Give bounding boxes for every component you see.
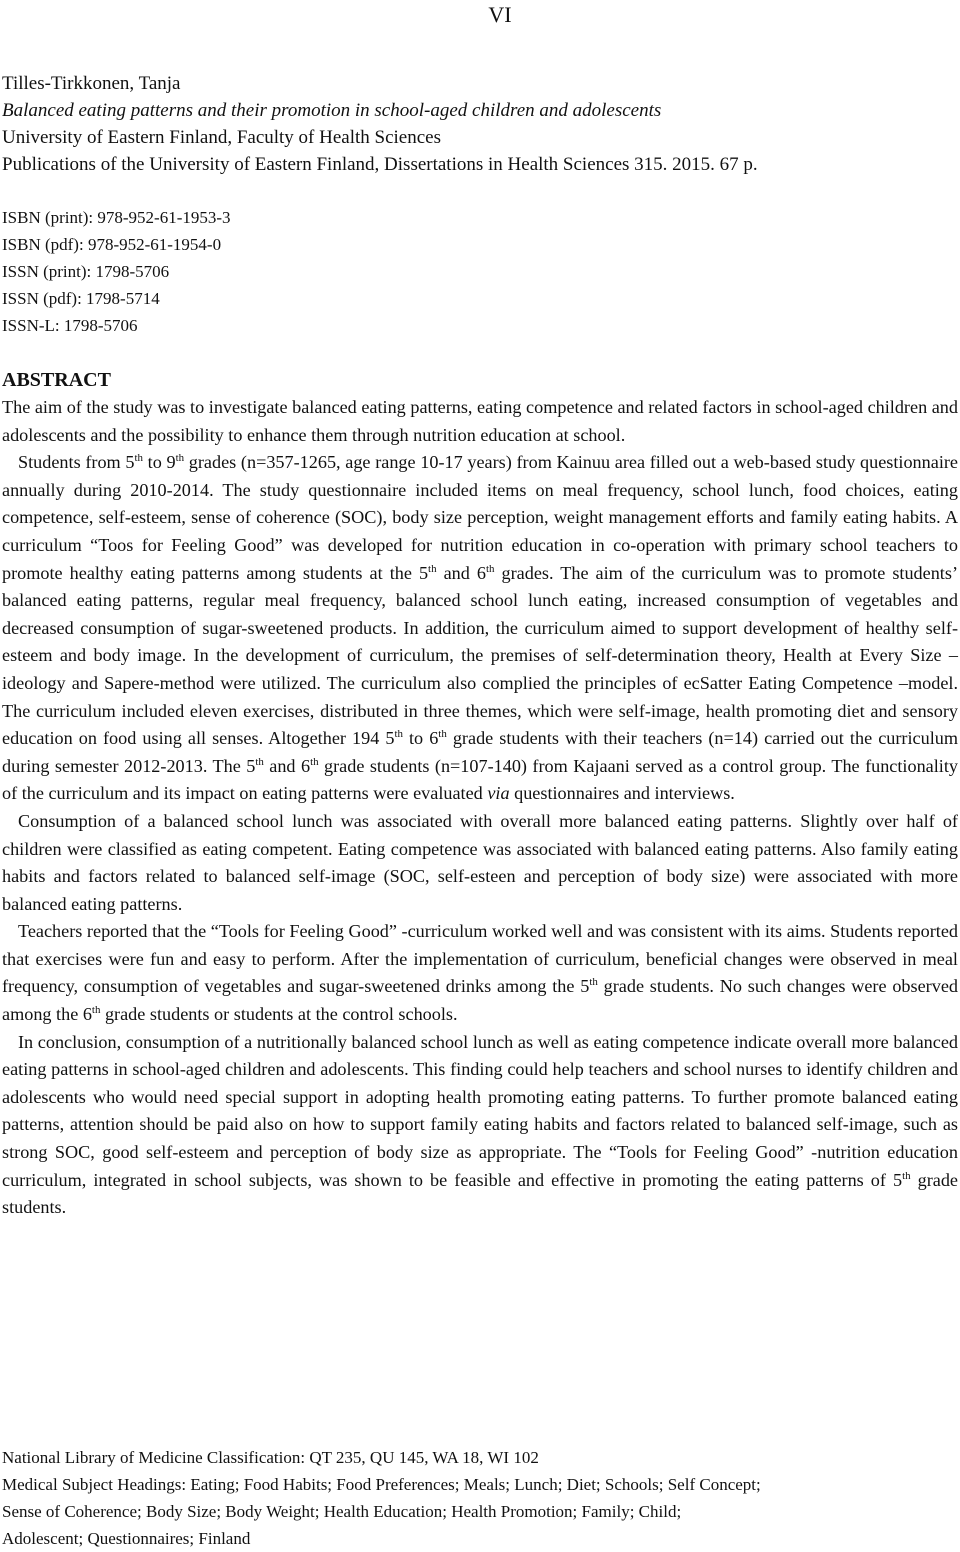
mesh-headings-line-3: Adolescent; Questionnaires; Finland — [2, 1529, 251, 1548]
italic-text: via — [487, 783, 510, 804]
superscript: th — [902, 1169, 911, 1182]
dissertation-title: Balanced eating patterns and their promotion in school-aged children and adolescents — [2, 100, 662, 121]
text-run: to 9 — [142, 452, 176, 473]
institution: University of Eastern Finland, Faculty of Health Sciences — [2, 127, 442, 148]
text-run: grades. The aim of the curriculum was to promote students’ balanced eating patterns, regular meal frequency, balanced school lunch eating, increased consumption of vegetables and decreased consumption of sugar-sweetened products. In addition, the curriculum aimed to support development of healthy self-esteem and body image. In the development of curriculum, the premises of self-determination theory, Health at Every Size –ideology and Sapere-method were utilized. The curriculum also complied the principles of ecSatter Eating Competence –model. The curriculum included eleven exercises, distributed in three themes, which were self-image, health promoting diet and sensory education on food using all senses. Altogether 194 5 — [2, 562, 958, 749]
isbn-print: ISBN (print): 978-952-61-1953-3 — [2, 208, 231, 227]
superscript: th — [394, 728, 403, 741]
text-run: grade students with their teachers (n=14) carried out the curriculum during semester 2012-2013. The 5 — [2, 728, 958, 776]
abstract-section — [2, 366, 958, 1222]
abstract-paragraph-1: The aim of the study was to investigate balanced eating patterns, eating competence and related factors in school-aged children and adolescents and the possibility to enhance them through nutrition education at school. — [2, 397, 958, 445]
text-run: grade students or students at the control schools. — [100, 1004, 458, 1025]
issn-print: ISSN (print): 1798-5706 — [2, 262, 170, 281]
publication-series: Publications of the University of Eastern Finland, Dissertations in Health Sciences 315. 2015. 67 p. — [2, 154, 758, 175]
text-run: grade students. — [2, 1169, 959, 1218]
abstract-paragraph-2 — [2, 449, 958, 808]
superscript: th — [134, 452, 143, 465]
abstract-heading: ABSTRACT — [2, 369, 111, 391]
text-run: to 6 — [402, 728, 439, 749]
text-run: In conclusion, consumption of a nutritionally balanced school lunch as well as eating competence indicate overall more balanced eating patterns in school-aged children and adolescents. This finding could help teachers and school nurses to identify children and adolescents who would need special support in adopting health promoting eating patterns. To further promote balanced eating patterns, attention should be paid also on how to support family eating habits and factors related to balanced self-image, such as strong SOC, good self-esteem and perception of body size as appropriate. The “Tools for Feeling Good” -nutrition education curriculum, integrated in school subjects, was shown to be feasible and effective in promoting the eating patterns of 5 — [2, 1031, 958, 1190]
text-run: questionnaires and interviews. — [509, 783, 735, 804]
text-run: grade students (n=107-140) from Kajaani served as a control group. The functionality of the curriculum and its impact on eating patterns were evaluated — [2, 755, 959, 804]
superscript: th — [485, 562, 495, 575]
bibliographic-header — [2, 70, 958, 178]
text-run: Teachers reported that the “Tools for Feeling Good” -curriculum worked well and was consistent with its aims. Students reported that exercises were fun and easy to perform. After the implementation of curriculum, beneficial changes were observed in meal frequency, consumption of vegetables and sugar-sweetened drinks among the 5 — [2, 921, 958, 997]
superscript: th — [310, 755, 319, 768]
page-number-text: VI — [488, 2, 512, 27]
superscript: th — [428, 562, 437, 575]
superscript: th — [255, 755, 264, 768]
text-run: Students from 5 — [18, 452, 135, 473]
mesh-headings-line-1: Medical Subject Headings: Eating; Food Habits; Food Preferences; Meals; Lunch; Diet; Schools; Self Concept; — [2, 1475, 761, 1494]
abstract-paragraph-3: Consumption of a balanced school lunch was associated with overall more balanced eating patterns. Slightly over half of children were classified as eating competent. Eating competence was associated with balanced eating patterns. Also family eating habits and factors related to balanced self-image (SOC, self-esteen and perception of body size) were associated with more balanced eating patterns. — [2, 810, 958, 914]
nlm-classification: National Library of Medicine Classification: QT 235, QU 145, WA 18, WI 102 — [2, 1448, 539, 1467]
page-number — [0, 2, 960, 28]
superscript: th — [438, 728, 447, 741]
superscript: th — [175, 452, 185, 465]
classification-footer — [2, 1444, 958, 1552]
issn-l: ISSN-L: 1798-5706 — [2, 316, 138, 335]
superscript: th — [589, 976, 598, 989]
identifier-list — [2, 204, 231, 339]
author-name: Tilles-Tirkkonen, Tanja — [2, 73, 181, 94]
isbn-pdf: ISBN (pdf): 978-952-61-1954-0 — [2, 235, 222, 254]
text-run: and 6 — [436, 562, 486, 583]
abstract-paragraph-5 — [2, 1029, 958, 1222]
mesh-headings-line-2: Sense of Coherence; Body Size; Body Weight; Health Education; Health Promotion; Family; Child; — [2, 1502, 682, 1521]
abstract-paragraph-4 — [2, 918, 958, 1028]
text-run: grades (n=357-1265, age range 10-17 years) from Kainuu area filled out a web-based study questionnaire annually during 2010-2014. The study questionnaire included items on meal frequency, school lunch, food choices, eating competence, self-esteem, sense of coherence (SOC), body size perception, weight management efforts and family eating habits. A curriculum “Toos for Feeling Good” was developed for nutrition education in co-operation with primary school teachers to promote healthy eating patterns among students at the 5 — [2, 452, 959, 583]
superscript: th — [91, 1004, 101, 1016]
issn-pdf: ISSN (pdf): 1798-5714 — [2, 289, 160, 308]
text-run: grade students. No such changes were observed among the 6 — [2, 976, 958, 1025]
text-run: and 6 — [263, 755, 311, 776]
